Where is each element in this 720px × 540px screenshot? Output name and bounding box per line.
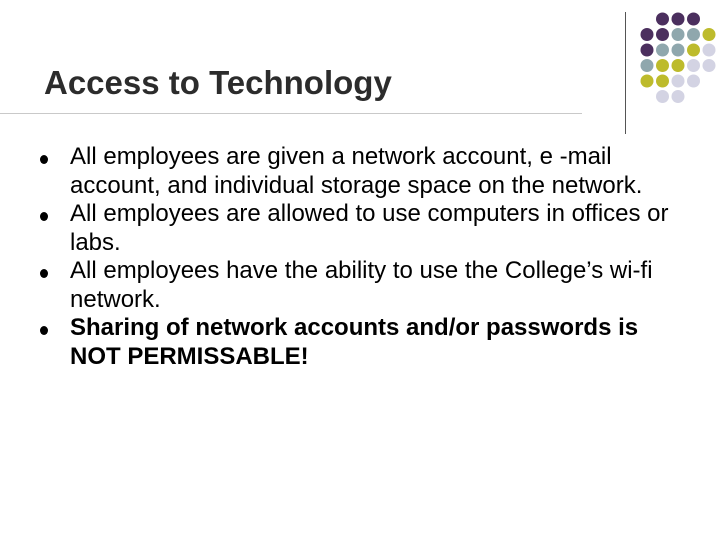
decorative-dot bbox=[672, 75, 685, 88]
decorative-dot bbox=[672, 44, 685, 57]
decorative-dot bbox=[703, 44, 716, 57]
bullet-item bbox=[40, 143, 690, 200]
decorative-dot bbox=[672, 13, 685, 26]
decorative-dot bbox=[703, 59, 716, 72]
bullet-icon bbox=[40, 269, 48, 278]
bullet-item bbox=[40, 200, 690, 257]
bullet-item bbox=[40, 314, 690, 371]
bullet-text: Sharing of network accounts and/or passwords is NOT PERMISSABLE! bbox=[70, 314, 639, 370]
decorative-dot bbox=[656, 59, 669, 72]
bullet-icon bbox=[40, 155, 48, 164]
decorative-dot bbox=[656, 75, 669, 88]
decorative-dot bbox=[656, 28, 669, 41]
decorative-dot bbox=[672, 59, 685, 72]
slide-title: Access to Technology bbox=[44, 64, 392, 101]
bullet-icon bbox=[40, 212, 48, 221]
decorative-dot bbox=[641, 59, 654, 72]
decorative-dot bbox=[656, 44, 669, 57]
decorative-dot bbox=[703, 28, 716, 41]
bullet-icon bbox=[40, 326, 48, 335]
decorative-dot bbox=[687, 13, 700, 26]
bullet-item bbox=[40, 257, 690, 314]
decorative-dot bbox=[672, 28, 685, 41]
decorative-dot bbox=[641, 28, 654, 41]
bullet-text: All employees are allowed to use computers in offices or labs. bbox=[70, 200, 669, 256]
decorative-dot bbox=[641, 44, 654, 57]
decorative-dot bbox=[687, 44, 700, 57]
title-underline bbox=[0, 113, 582, 114]
bullet-list bbox=[40, 143, 690, 371]
decorative-dot bbox=[641, 75, 654, 88]
decorative-dot bbox=[656, 13, 669, 26]
decorative-dot bbox=[656, 90, 669, 103]
bullet-text: All employees are given a network account, e -mail account, and individual storage space on the network. bbox=[70, 143, 643, 199]
bullet-text: All employees have the ability to use the College’s wi-fi network. bbox=[70, 257, 653, 313]
decorative-dot bbox=[687, 28, 700, 41]
decorative-dot bbox=[672, 90, 685, 103]
decorative-dot bbox=[687, 59, 700, 72]
decorative-dot bbox=[687, 75, 700, 88]
decorative-vertical-line bbox=[625, 12, 626, 134]
